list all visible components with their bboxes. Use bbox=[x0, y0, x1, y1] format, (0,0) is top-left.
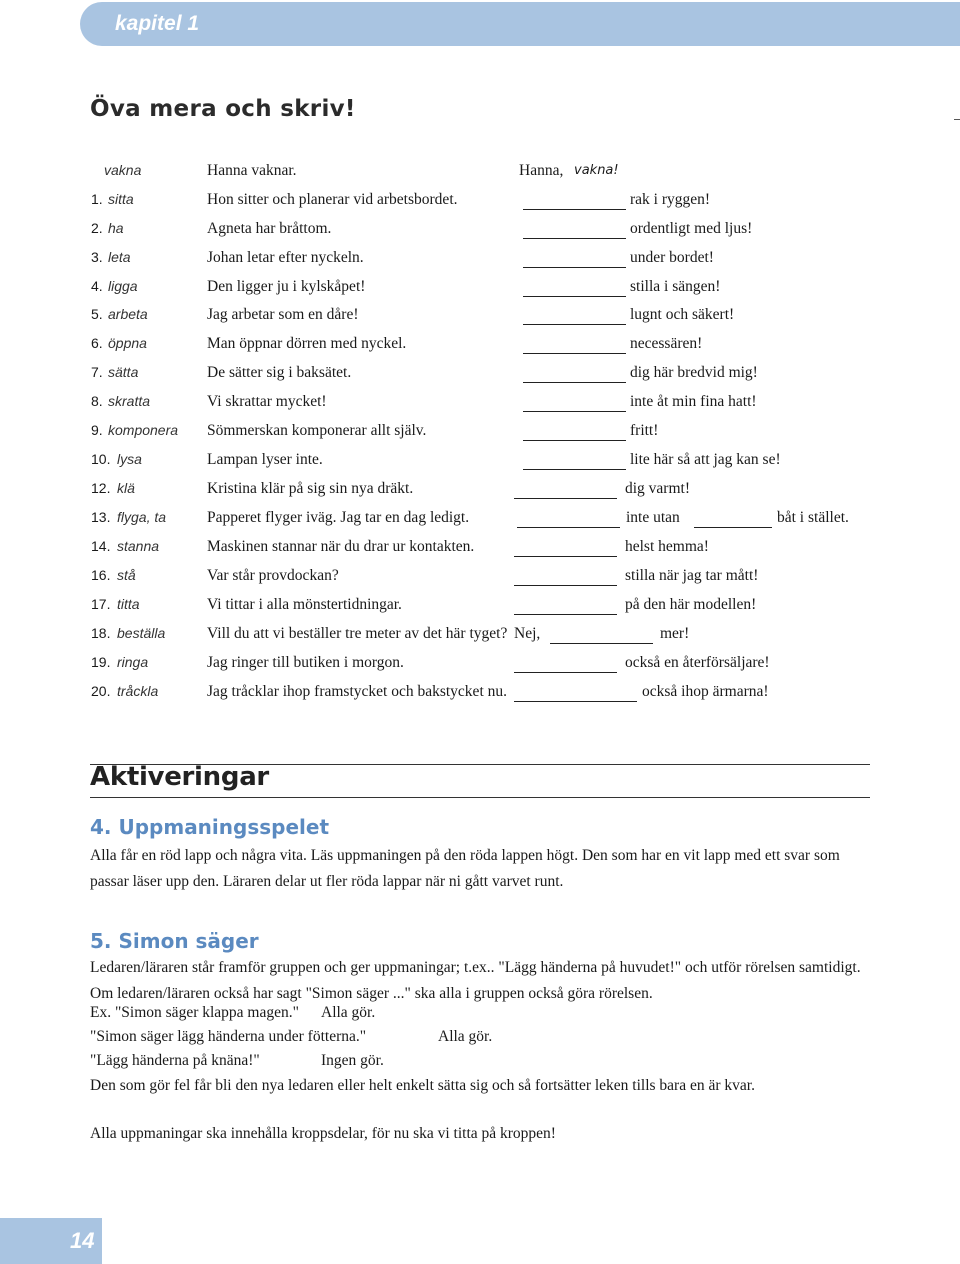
exercise-sentence: Jag ringer till butiken i morgon. bbox=[207, 654, 404, 671]
exercise-number: 16. bbox=[91, 567, 111, 583]
exercise-verb: flyga, ta bbox=[117, 509, 167, 525]
answer-completion: också en återförsäljare! bbox=[625, 654, 770, 671]
exercise-sentence: Jag arbetar som en dåre! bbox=[207, 306, 359, 323]
page-number: 14 bbox=[70, 1228, 95, 1253]
answer-blank[interactable] bbox=[514, 701, 637, 702]
exercise-row bbox=[0, 480, 960, 508]
exercise-number: 19. bbox=[91, 654, 111, 670]
answer-completion: necessären! bbox=[630, 335, 703, 352]
exercise-sentence: Kristina klär på sig sin nya dräkt. bbox=[207, 480, 414, 497]
answer-blank[interactable] bbox=[514, 614, 617, 615]
exercise-number: 4. bbox=[91, 278, 103, 294]
exercise-number: 9. bbox=[91, 422, 103, 438]
chapter-banner bbox=[80, 2, 960, 46]
exercise-number: 8. bbox=[91, 393, 103, 409]
answer-blank[interactable] bbox=[550, 643, 653, 644]
answer-blank[interactable] bbox=[523, 353, 626, 354]
exercise-verb: sätta bbox=[108, 364, 139, 380]
edge-mark bbox=[954, 119, 960, 120]
exercise-number: 3. bbox=[91, 249, 103, 265]
answer-blank[interactable] bbox=[523, 209, 626, 210]
exercise-row bbox=[0, 393, 960, 421]
example-result-1: Alla gör. bbox=[321, 1004, 376, 1021]
exercise-row bbox=[0, 249, 960, 277]
answer-completion-2: båt i stället. bbox=[777, 509, 849, 526]
page-title: Öva mera och skriv! bbox=[90, 96, 356, 122]
example-sentence: Hanna vaknar. bbox=[207, 162, 297, 179]
exercise-row bbox=[0, 538, 960, 566]
exercise-number: 1. bbox=[91, 191, 103, 207]
example-command-3: "Lägg händerna på knäna!" bbox=[90, 1052, 260, 1069]
exercise-verb: stanna bbox=[117, 538, 160, 554]
exercise-row bbox=[0, 451, 960, 479]
example-result-3: Ingen gör. bbox=[321, 1052, 384, 1069]
exercise-number: 6. bbox=[91, 335, 103, 351]
answer-completion: dig här bredvid mig! bbox=[630, 364, 758, 381]
answer-completion: också ihop ärmarna! bbox=[642, 683, 769, 700]
exercise-row bbox=[0, 625, 960, 653]
exercise-sentence: Sömmerskan komponerar allt själv. bbox=[207, 422, 427, 439]
exercise-verb: stå bbox=[117, 567, 136, 583]
activity-5-intro: Ledaren/läraren står framför gruppen och ger uppmaningar; t.ex.. "Lägg händerna på huvudet!" och utför rörelsen samtidigt. Om ledaren/läraren också har sagt "Simon säger ..." ska alla i gruppen också göra rörelsen. bbox=[90, 959, 861, 1002]
exercise-sentence: Vi skrattar mycket! bbox=[207, 393, 327, 410]
exercise-sentence: Jag tråcklar ihop framstycket och bakstycket nu. bbox=[207, 683, 507, 700]
example-answer-prefix: Hanna, bbox=[519, 162, 564, 179]
exercise-number: 20. bbox=[91, 683, 111, 699]
exercise-verb: tråckla bbox=[117, 683, 159, 699]
exercise-sentence: Vill du att vi beställer tre meter av det här tyget? bbox=[207, 625, 508, 642]
answer-blank[interactable] bbox=[514, 556, 617, 557]
answer-completion: stilla i sängen! bbox=[630, 278, 721, 295]
answer-blank[interactable] bbox=[523, 267, 626, 268]
exercise-row bbox=[0, 306, 960, 334]
answer-blank[interactable] bbox=[523, 324, 626, 325]
chapter-title: kapitel 1 bbox=[115, 12, 200, 35]
exercise-number: 14. bbox=[91, 538, 111, 554]
exercise-verb: sitta bbox=[108, 191, 134, 207]
answer-blank[interactable] bbox=[523, 296, 626, 297]
exercise-number: 17. bbox=[91, 596, 111, 612]
exercise-sentence: Man öppnar dörren med nyckel. bbox=[207, 335, 407, 352]
example-row bbox=[0, 162, 960, 190]
answer-completion: fritt! bbox=[630, 422, 659, 439]
exercise-sentence: Hon sitter och planerar vid arbetsbordet. bbox=[207, 191, 458, 208]
exercise-verb: leta bbox=[108, 249, 131, 265]
example-answer-word: vakna! bbox=[574, 163, 619, 178]
activity-4-text: Alla får en röd lapp och några vita. Läs uppmaningen på den röda lappen högt. Den som har en vit lapp med ett svar som passar läser upp den. Läraren delar ut fler röda lappar när ni gått varvet runt. bbox=[90, 847, 840, 890]
exercise-number: 5. bbox=[91, 306, 103, 322]
exercise-number: 10. bbox=[91, 451, 111, 467]
answer-blank[interactable] bbox=[514, 585, 617, 586]
answer-completion: dig varmt! bbox=[625, 480, 690, 497]
answer-blank[interactable] bbox=[694, 527, 772, 528]
answer-completion: ordentligt med ljus! bbox=[630, 220, 753, 237]
exercise-verb: titta bbox=[117, 596, 140, 612]
exercise-number: 12. bbox=[91, 480, 111, 496]
answer-blank[interactable] bbox=[514, 672, 617, 673]
exercise-verb: ha bbox=[108, 220, 124, 236]
answer-blank[interactable] bbox=[514, 498, 617, 499]
activity-4-title: 4. Uppmaningsspelet bbox=[90, 815, 330, 839]
answer-completion: mer! bbox=[660, 625, 690, 642]
exercise-row bbox=[0, 567, 960, 595]
exercise-sentence: Johan letar efter nyckeln. bbox=[207, 249, 364, 266]
exercise-verb: skratta bbox=[108, 393, 151, 409]
answer-completion: på den här modellen! bbox=[625, 596, 757, 613]
answer-prefix: Nej, bbox=[514, 625, 541, 642]
exercise-number: 18. bbox=[91, 625, 111, 641]
exercise-sentence: Den ligger ju i kylskåpet! bbox=[207, 278, 366, 295]
exercise-verb: komponera bbox=[108, 422, 179, 438]
exercise-verb: öppna bbox=[108, 335, 147, 351]
answer-blank[interactable] bbox=[523, 382, 626, 383]
exercise-row bbox=[0, 364, 960, 392]
exercise-sentence: Vi tittar i alla mönstertidningar. bbox=[207, 596, 402, 613]
example-verb: vakna bbox=[104, 162, 142, 178]
exercise-verb: ringa bbox=[117, 654, 149, 670]
activity-5-rule: Den som gör fel får bli den nya ledaren eller helt enkelt sätta sig och så fortsätter leken tills bara en är kvar. bbox=[90, 1077, 755, 1094]
exercise-verb: lysa bbox=[117, 451, 142, 467]
example-result-2: Alla gör. bbox=[438, 1028, 493, 1045]
answer-completion: helst hemma! bbox=[625, 538, 709, 555]
exercise-sentence: De sätter sig i baksätet. bbox=[207, 364, 352, 381]
exercise-number: 2. bbox=[91, 220, 103, 236]
answer-completion: lite här så att jag kan se! bbox=[630, 451, 781, 468]
exercise-number: 13. bbox=[91, 509, 111, 525]
answer-completion: inte åt min fina hatt! bbox=[630, 393, 757, 410]
section-rule-bottom bbox=[90, 797, 870, 798]
exercise-sentence: Agneta har bråttom. bbox=[207, 220, 332, 237]
exercise-verb: arbeta bbox=[108, 306, 148, 322]
exercise-verb: ligga bbox=[108, 278, 138, 294]
answer-blank[interactable] bbox=[523, 238, 626, 239]
exercise-row bbox=[0, 335, 960, 363]
exercise-row bbox=[0, 422, 960, 450]
exercise-sentence: Maskinen stannar när du drar ur kontakten. bbox=[207, 538, 475, 555]
answer-completion: lugnt och säkert! bbox=[630, 306, 735, 323]
answer-completion: under bordet! bbox=[630, 249, 714, 266]
exercise-number: 7. bbox=[91, 364, 103, 380]
answer-completion: rak i ryggen! bbox=[630, 191, 711, 208]
section-title: Aktiveringar bbox=[90, 762, 269, 792]
answer-blank[interactable] bbox=[523, 440, 626, 441]
answer-blank[interactable] bbox=[523, 411, 626, 412]
example-command-1: Ex. "Simon säger klappa magen." bbox=[90, 1004, 299, 1021]
exercise-row bbox=[0, 191, 960, 219]
exercise-verb: beställa bbox=[117, 625, 166, 641]
answer-blank[interactable] bbox=[517, 527, 620, 528]
activity-5-title: 5. Simon säger bbox=[90, 929, 259, 953]
exercise-verb: klä bbox=[117, 480, 135, 496]
exercise-row bbox=[0, 596, 960, 624]
exercise-row bbox=[0, 509, 960, 537]
answer-completion: inte utan bbox=[626, 509, 680, 526]
exercise-row bbox=[0, 654, 960, 682]
exercise-row bbox=[0, 683, 960, 711]
exercise-sentence: Var står provdockan? bbox=[207, 567, 339, 584]
exercise-row bbox=[0, 278, 960, 306]
exercise-row bbox=[0, 220, 960, 248]
answer-blank[interactable] bbox=[523, 469, 626, 470]
activity-5-closing: Alla uppmaningar ska innehålla kroppsdelar, för nu ska vi titta på kroppen! bbox=[90, 1125, 556, 1142]
exercise-sentence: Papperet flyger iväg. Jag tar en dag ledigt. bbox=[207, 509, 470, 526]
exercise-sentence: Lampan lyser inte. bbox=[207, 451, 323, 468]
example-command-2: "Simon säger lägg händerna under fötterna." bbox=[90, 1028, 367, 1045]
answer-completion: stilla när jag tar mått! bbox=[625, 567, 759, 584]
